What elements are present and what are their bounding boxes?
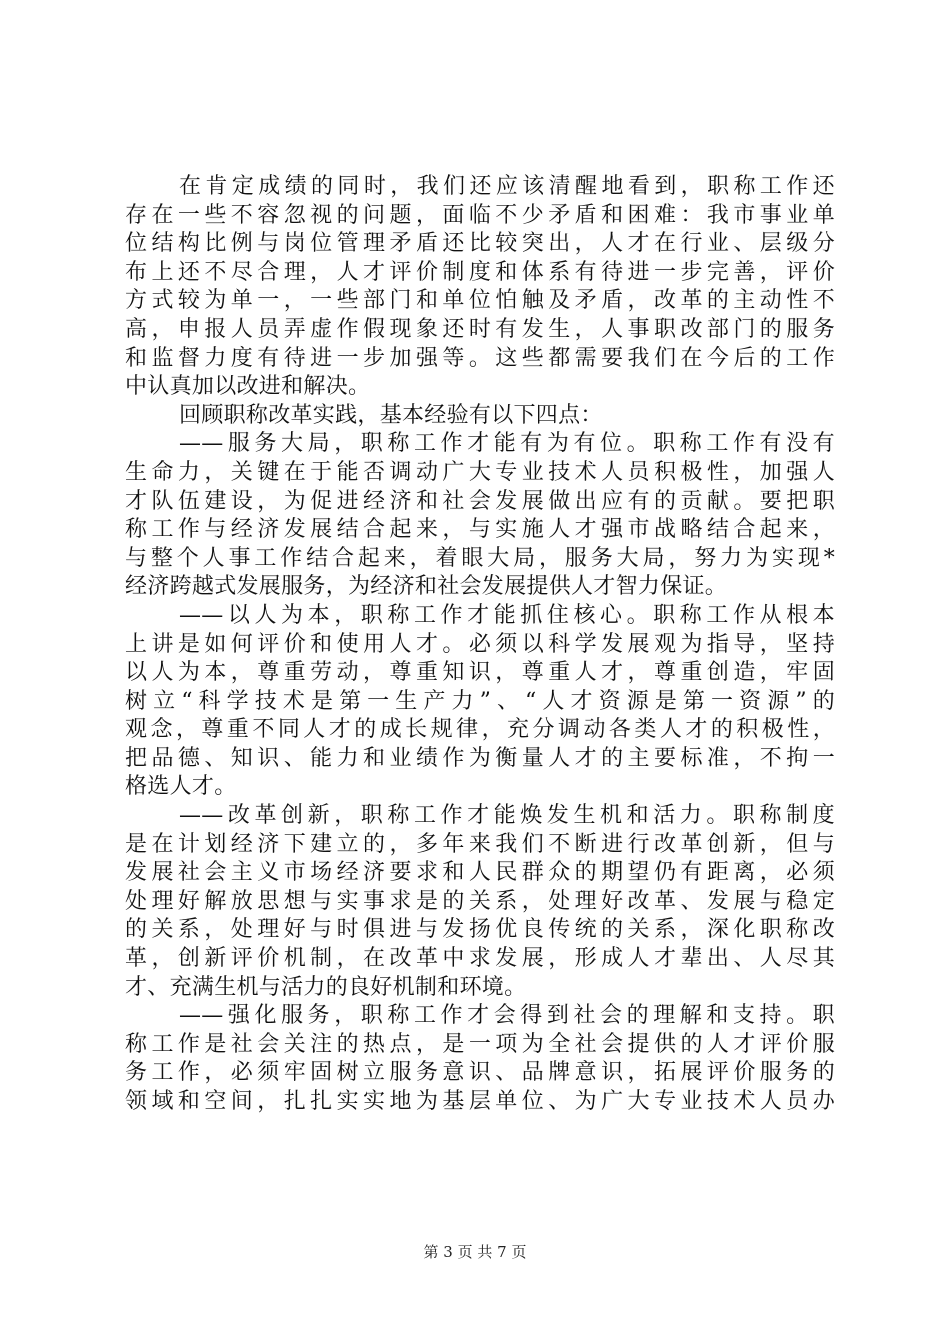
- text-line: 存在一些不容忽视的问题，面临不少矛盾和困难：我市事业单: [125, 202, 835, 228]
- text-line: 树立“科学技术是第一生产力”、“人才资源是第一资源”的: [125, 688, 835, 714]
- text-line: 上讲是如何评价和使用人才。必须以科学发展观为指导，坚持: [125, 631, 835, 657]
- text-line: 革，创新评价机制，在改革中求发展，形成人才辈出、人尽其: [125, 946, 835, 972]
- text-line: 在肯定成绩的同时，我们还应该清醒地看到，职称工作还: [179, 174, 835, 199]
- text-line: 生命力，关键在于能否调动广大专业技术人员积极性，加强人: [125, 459, 835, 485]
- text-line: ——改革创新，职称工作才能焕发生机和活力。职称制度: [179, 803, 835, 829]
- text-line: 布上还不尽合理，人才评价制度和体系有待进一步完善，评价: [125, 259, 835, 285]
- text-line: 是在计划经济下建立的，多年来我们不断进行改革创新，但与: [125, 831, 835, 857]
- text-line: ——以人为本，职称工作才能抓住核心。职称工作从根本: [179, 602, 835, 628]
- text-line: 才队伍建设，为促进经济和社会发展做出应有的贡献。要把职: [125, 488, 835, 514]
- text-line: ——服务大局，职称工作才能有为有位。职称工作有没有: [179, 431, 835, 457]
- text-line: 发展社会主义市场经济要求和人民群众的期望仍有距离，必须: [125, 860, 835, 886]
- page-footer: 第 3 页 共 7 页: [423, 1243, 527, 1261]
- text-line: 高，申报人员弄虚作假现象还时有发生，人事职改部门的服务: [125, 316, 835, 342]
- text-line: 和监督力度有待进一步加强等。这些都需要我们在今后的工作: [125, 345, 835, 371]
- text-line: 才、充满生机与活力的良好机制和环境。: [125, 974, 527, 1000]
- text-line: 经济跨越式发展服务，为经济和社会发展提供人才智力保证。: [125, 574, 728, 600]
- text-line: 把品德、知识、能力和业绩作为衡量人才的主要标准，不拘一: [125, 745, 835, 771]
- text-line: 称工作与经济发展结合起来，与实施人才强市战略结合起来，: [125, 517, 835, 543]
- text-line: 格选人才。: [125, 774, 237, 800]
- text-line: ——强化服务，职称工作才会得到社会的理解和支持。职: [179, 1003, 835, 1029]
- text-line: 方式较为单一，一些部门和单位怕触及矛盾，改革的主动性不: [125, 288, 835, 314]
- text-line: 领域和空间，扎扎实实地为基层单位、为广大专业技术人员办: [125, 1089, 835, 1114]
- text-line: 以人为本，尊重劳动，尊重知识，尊重人才，尊重创造，牢固: [125, 660, 835, 686]
- text-line: 观念，尊重不同人才的成长规律，充分调动各类人才的积极性，: [125, 717, 835, 743]
- text-line: 称工作是社会关注的热点，是一项为全社会提供的人才评价服: [125, 1031, 835, 1057]
- text-line: 的关系，处理好与时俱进与发扬优良传统的关系，深化职称改: [125, 917, 835, 943]
- text-line: 位结构比例与岗位管理矛盾还比较突出，人才在行业、层级分: [125, 231, 835, 257]
- text-line: 务工作，必须牢固树立服务意识、品牌意识，拓展评价服务的: [125, 1060, 835, 1086]
- text-line: 中认真加以改进和解决。: [125, 374, 371, 400]
- body-text: [125, 173, 835, 1117]
- text-line: 处理好解放思想与实事求是的关系，处理好改革、发展与稳定: [125, 888, 835, 914]
- text-line: 回顾职称改革实践，基本经验有以下四点：: [179, 402, 603, 428]
- text-line: 与整个人事工作结合起来，着眼大局，服务大局，努力为实现*: [125, 545, 835, 571]
